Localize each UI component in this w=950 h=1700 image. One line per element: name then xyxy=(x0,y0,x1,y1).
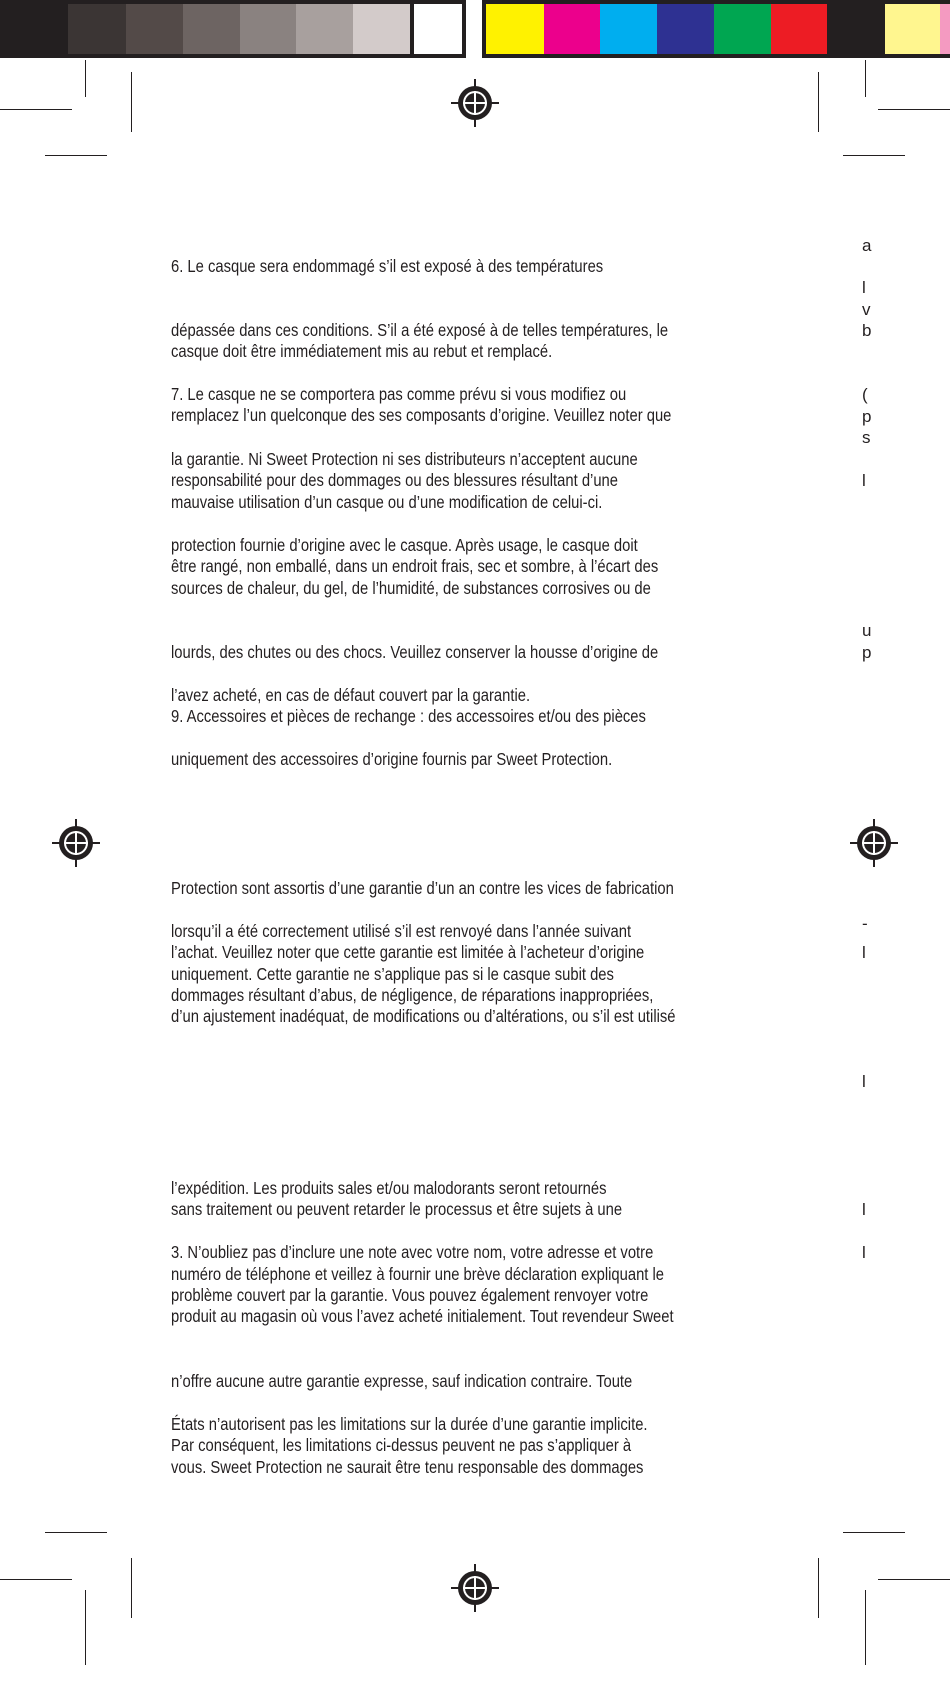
text-line: lourds, des chutes ou des chocs. Veuillez conserver la housse d’origine de xyxy=(171,642,659,662)
crop-mark xyxy=(0,109,72,110)
text-line: casque doit être immédiatement mis au rebut et remplacé. xyxy=(171,341,553,361)
text-line: mauvaise utilisation d’un casque ou d’une modification de celui-ci. xyxy=(171,492,603,512)
text-line: 7. Le casque ne se comportera pas comme prévu si vous modifiez ou xyxy=(171,384,627,404)
color-swatch xyxy=(600,0,657,58)
color-swatch xyxy=(296,0,353,58)
crop-mark xyxy=(818,72,819,132)
text-line: Par conséquent, les limitations ci-dessus peuvent ne pas s’appliquer à xyxy=(171,1435,632,1455)
crop-mark xyxy=(865,60,866,97)
text-line: dommages résultant d’abus, de négligence, de réparations inappropriées, xyxy=(171,985,654,1005)
text-line: vous. Sweet Protection ne saurait être tenu responsable des dommages xyxy=(171,1457,644,1477)
color-swatch xyxy=(126,0,183,58)
crop-mark xyxy=(131,1558,132,1618)
color-swatch xyxy=(657,0,714,58)
crop-mark xyxy=(0,1579,72,1580)
text-line: la garantie. Ni Sweet Protection ni ses distributeurs n’acceptent aucune xyxy=(171,449,638,469)
color-swatch xyxy=(714,0,771,58)
text-fragment: u xyxy=(862,621,872,640)
color-swatch xyxy=(240,0,296,58)
registration-target-icon xyxy=(849,818,899,868)
text-line: l’achat. Veuillez noter que cette garantie est limitée à l’acheteur d’origine xyxy=(171,942,645,962)
color-swatch xyxy=(482,0,544,58)
text-line: lorsqu’il a été correctement utilisé s’il est renvoyé dans l’année suivant xyxy=(171,921,632,941)
color-swatch xyxy=(940,0,950,58)
text-line: protection fournie d’origine avec le casque. Après usage, le casque doit xyxy=(171,535,638,555)
text-fragment: - xyxy=(862,914,868,933)
crop-mark xyxy=(878,109,950,110)
text-line: 3. N’oubliez pas d’inclure une note avec votre nom, votre adresse et votre xyxy=(171,1242,654,1262)
text-fragment: l xyxy=(862,1200,866,1219)
text-fragment: p xyxy=(862,407,872,426)
text-line: uniquement des accessoires d’origine fournis par Sweet Protection. xyxy=(171,749,613,769)
text-line: dépassée dans ces conditions. S’il a été exposé à de telles températures, le xyxy=(171,320,669,340)
crop-mark xyxy=(818,1558,819,1618)
text-line: uniquement. Cette garantie ne s’applique pas si le casque subit des xyxy=(171,964,614,984)
crop-mark xyxy=(85,60,86,97)
text-line: États n’autorisent pas les limitations sur la durée d’une garantie implicite. xyxy=(171,1414,648,1434)
text-line: numéro de téléphone et veillez à fournir une brève déclaration expliquant le xyxy=(171,1264,665,1284)
text-fragment: b xyxy=(862,321,872,340)
color-swatch xyxy=(827,0,885,58)
color-swatch xyxy=(771,0,827,58)
color-swatch xyxy=(410,0,466,58)
crop-mark xyxy=(878,1579,950,1580)
color-swatch xyxy=(885,0,940,58)
color-swatch xyxy=(68,0,126,58)
text-line: l’expédition. Les produits sales et/ou malodorants seront retournés xyxy=(171,1178,607,1198)
registration-target-icon xyxy=(450,78,500,128)
registration-target-icon xyxy=(450,1563,500,1613)
color-swatch xyxy=(12,0,68,58)
text-line: sources de chaleur, du gel, de l’humidité, de substances corrosives ou de xyxy=(171,578,651,598)
text-line: l’avez acheté, en cas de défaut couvert par la garantie. xyxy=(171,685,531,705)
registration-target-icon xyxy=(51,818,101,868)
text-fragment: l xyxy=(862,1243,866,1262)
crop-mark xyxy=(865,1590,866,1665)
text-line: remplacez l’un quelconque des ses composants d’origine. Veuillez noter que xyxy=(171,405,672,425)
text-line: n’offre aucune autre garantie expresse, sauf indication contraire. Toute xyxy=(171,1371,633,1391)
crop-mark xyxy=(131,72,132,132)
text-fragment: l xyxy=(862,278,866,297)
text-fragment: s xyxy=(862,428,871,447)
text-line: responsabilité pour des dommages ou des blessures résultant d’une xyxy=(171,470,618,490)
text-line: être rangé, non emballé, dans un endroit frais, sec et sombre, à l’écart des xyxy=(171,556,659,576)
color-swatch xyxy=(183,0,240,58)
text-fragment: v xyxy=(862,300,871,319)
crop-mark xyxy=(843,155,905,156)
text-fragment: l xyxy=(862,943,866,962)
text-line: d’un ajustement inadéquat, de modifications ou d’altérations, ou s’il est utilisé xyxy=(171,1006,676,1026)
text-line: 6. Le casque sera endommagé s’il est exposé à des températures xyxy=(171,256,604,276)
color-swatch xyxy=(353,0,410,58)
crop-mark xyxy=(45,1532,107,1533)
text-fragment: a xyxy=(862,236,872,255)
text-line: sans traitement ou peuvent retarder le processus et être sujets à une xyxy=(171,1199,623,1219)
text-fragment: p xyxy=(862,643,872,662)
crop-mark xyxy=(45,155,107,156)
text-fragment: ( xyxy=(862,385,868,404)
crop-mark xyxy=(85,1590,86,1665)
crop-mark xyxy=(843,1532,905,1533)
color-swatch xyxy=(0,0,12,58)
text-line: 9. Accessoires et pièces de rechange : des accessoires et/ou des pièces xyxy=(171,706,646,726)
text-line: produit au magasin où vous l’avez acheté initialement. Tout revendeur Sweet xyxy=(171,1306,674,1326)
color-swatch xyxy=(544,0,600,58)
text-fragment: l xyxy=(862,471,866,490)
text-line: problème couvert par la garantie. Vous pouvez également renvoyer votre xyxy=(171,1285,649,1305)
text-line: Protection sont assortis d’une garantie d’un an contre les vices de fabrication xyxy=(171,878,674,898)
text-fragment: l xyxy=(862,1072,866,1091)
